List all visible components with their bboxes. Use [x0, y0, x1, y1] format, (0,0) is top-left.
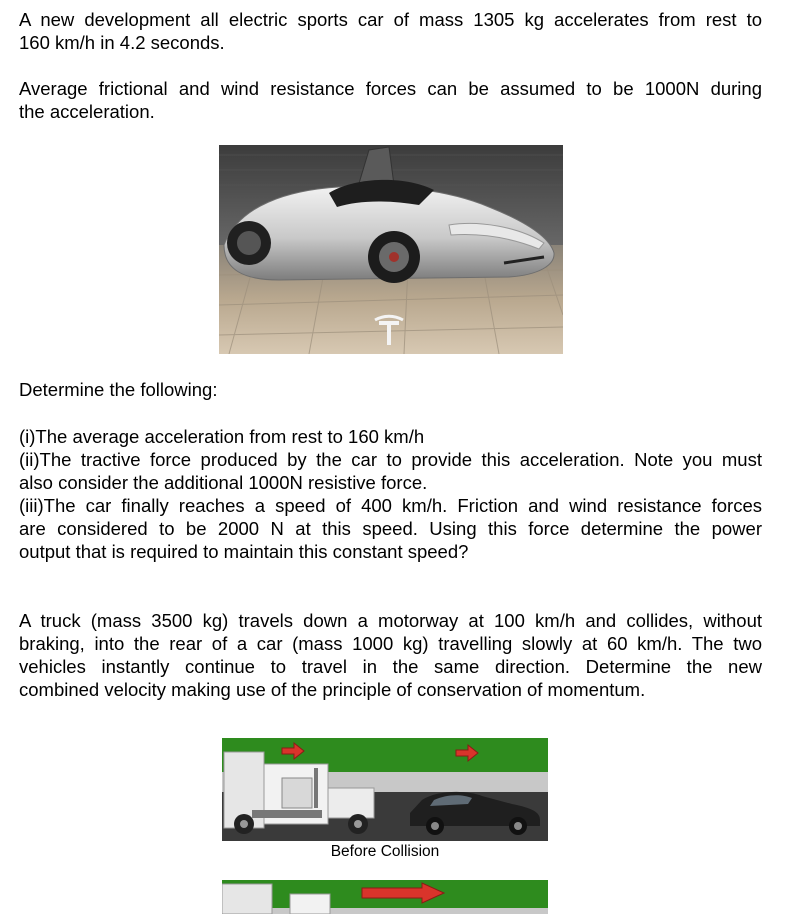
resistance-paragraph: [19, 77, 762, 123]
question-2-line-1: (ii)The tractive force produced by the car to provide this acceleration. Note you must: [19, 449, 762, 470]
intro-paragraph: [19, 8, 762, 54]
sports-car-image: [219, 145, 563, 354]
task-heading: [19, 378, 762, 401]
truck-problem-paragraph: [19, 609, 762, 701]
after-collision-diagram: [222, 880, 548, 914]
truck-line-1: A truck (mass 3500 kg) travels down a motorway at 100 km/h and collides, without: [19, 610, 762, 631]
resistance-line-1: Average frictional and wind resistance forces can be assumed to be 1000N during: [19, 78, 762, 99]
question-3-line-2: are considered to be 2000 N at this speed. Using this force determine the power: [19, 518, 762, 539]
intro-line-2: 160 km/h in 4.2 seconds.: [19, 32, 225, 53]
task-heading-text: Determine the following:: [19, 379, 218, 400]
truck-line-3: vehicles instantly continue to travel in the same direction. Determine the new: [19, 656, 762, 677]
resistance-line-2: the acceleration.: [19, 101, 155, 122]
truck-line-4: combined velocity making use of the principle of conservation of momentum.: [19, 679, 646, 700]
question-3-line-1: (iii)The car finally reaches a speed of 400 km/h. Friction and wind resistance forces: [19, 495, 762, 516]
questions-block: [19, 425, 762, 563]
question-1: (i)The average acceleration from rest to 160 km/h: [19, 426, 425, 447]
before-collision-diagram: [222, 738, 548, 841]
intro-line-1: A new development all electric sports car of mass 1305 kg accelerates from rest to: [19, 9, 762, 30]
question-3-line-3: output that is required to maintain this constant speed?: [19, 541, 469, 562]
diagram-caption: Before Collision: [330, 843, 440, 860]
question-2-line-2: also consider the additional 1000N resistive force.: [19, 472, 428, 493]
truck-line-2: braking, into the rear of a car (mass 1000 kg) travelling slowly at 60 km/h. The two: [19, 633, 762, 654]
